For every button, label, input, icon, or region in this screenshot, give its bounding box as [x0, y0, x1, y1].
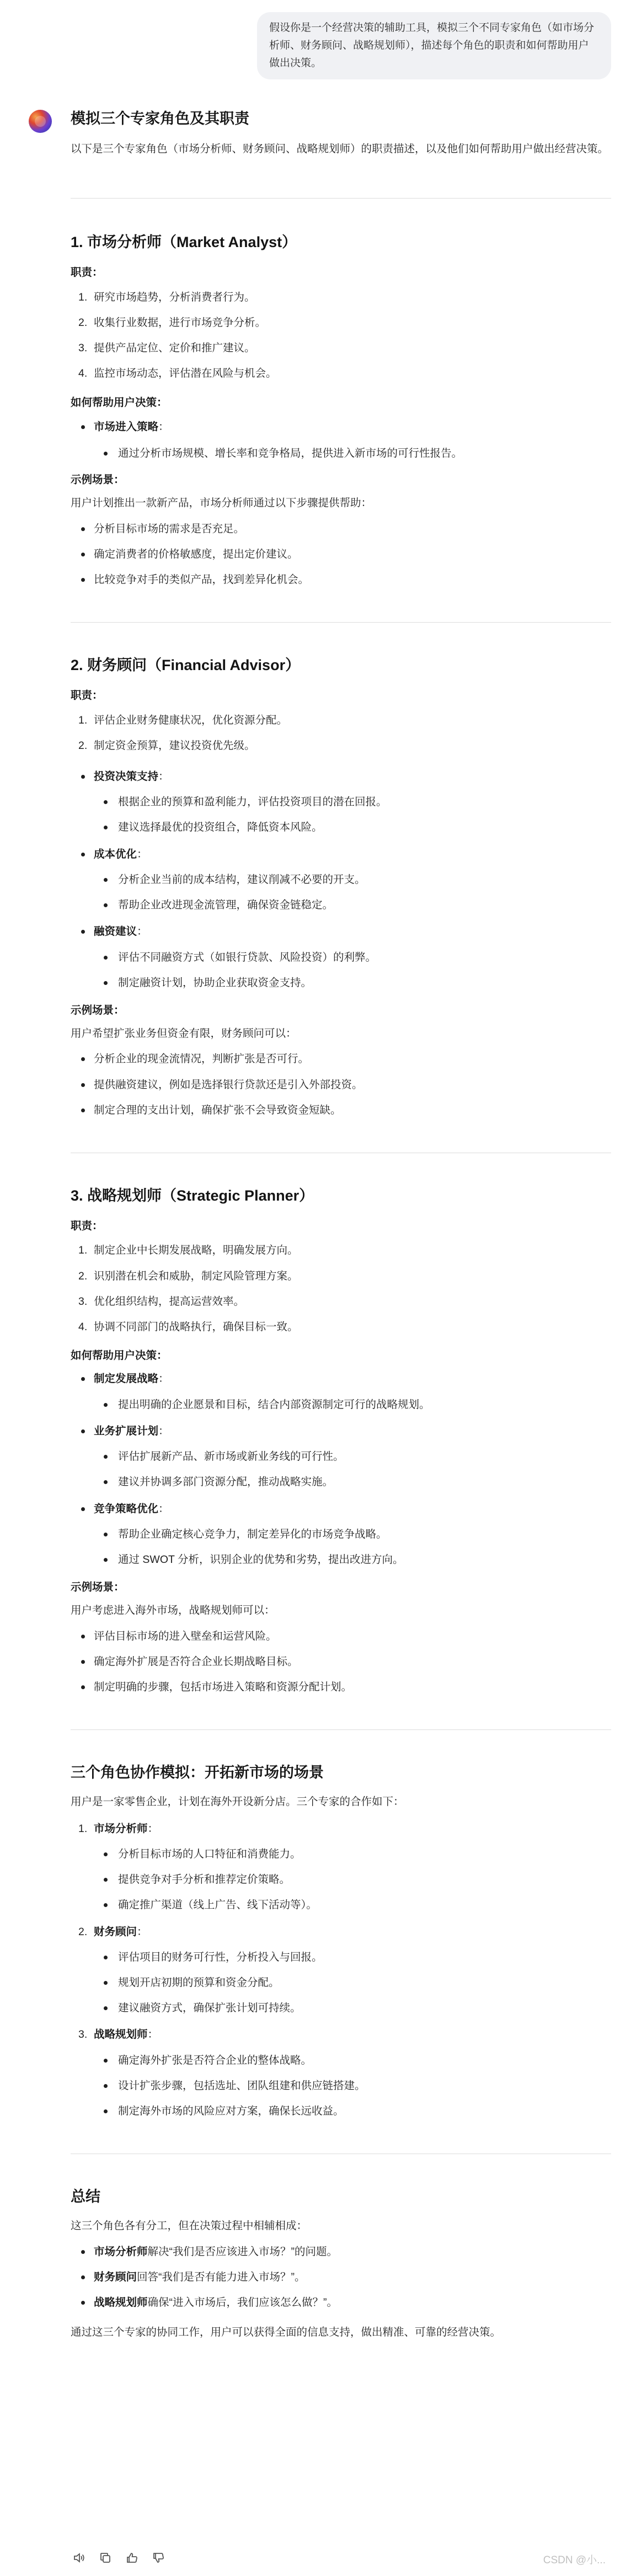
section-title: 2. 财务顾问（Financial Advisor） [71, 657, 301, 674]
list-item: 1. 制定企业中长期发展战略，明确发展方向。 [78, 1244, 298, 1257]
copy-icon[interactable] [98, 2551, 113, 2565]
list-item: 市场进入策略： 通过分析市场规模、增长率和竞争格局，提供进入新市场的可行性报告。 [71, 419, 611, 462]
list-item: 1. 研究市场趋势，分析消费者行为。 [78, 291, 255, 303]
list-item: 4. 协调不同部门的战略执行，确保目标一致。 [78, 1321, 298, 1333]
list-item: 3. 提供产品定位、定价和推广建议。 [78, 342, 255, 355]
list-item: 确定消费者的价格敏感度，提出定价建议。 [71, 546, 611, 563]
help-groups [71, 1370, 611, 1568]
list-item: 制定发展战略： 提出明确的企业愿景和目标，结合内部资源制定可行的战略规划。 [71, 1370, 611, 1412]
list-item: 成本优化： 分析企业当前的成本结构，建议削减不必要的开支。 帮助企业改进现金流管理，确保资金链稳定。 [71, 846, 611, 914]
sub-list [71, 1448, 611, 1490]
list-item: 竞争策略优化： 帮助企业确定核心竞争力，制定差异化的市场竞争战略。 通过 SWOT 分析，识别企业的优势和劣势，提出改进方向。 [71, 1501, 611, 1568]
summary-closing: 通过这三个专家的协同工作，用户可以获得全面的信息支持，做出精准、可靠的经营决策。 [71, 2326, 501, 2339]
reply-title: 模拟三个专家角色及其职责 [71, 110, 249, 127]
speaker-icon[interactable] [72, 2551, 86, 2565]
list-item: 3. 战略规划师： 确定海外扩张是否符合企业的整体战略。 设计扩张步骤，包括选址、团队组建和供应链搭建。 制定海外市场的风险应对方案，确保长远收益。 [71, 2026, 611, 2119]
list-item: 2. 制定资金预算，建议投资优先级。 [78, 739, 255, 752]
list-item: 评估扩展新产品、新市场或新业务线的可行性。 [71, 1448, 611, 1465]
list-item: 分析目标市场的需求是否充足。 [71, 521, 611, 537]
divider [71, 622, 611, 623]
user-message-bubble: 假设你是一个经营决策的辅助工具，模拟三个不同专家角色（如市场分析师、财务顾问、战略规划师），描述每个角色的职责和如何帮助用户做出决策。 [257, 12, 611, 79]
list-item: 确定推广渠道（线上广告、线下活动等）。 [71, 1897, 611, 1913]
section-title: 1. 市场分析师（Market Analyst） [71, 234, 297, 251]
assistant-reply [71, 109, 611, 2341]
scenario-intro: 用户希望扩张业务但资金有限，财务顾问可以： [71, 1027, 297, 1040]
list-item: 提出明确的企业愿景和目标，结合内部资源制定可行的战略规划。 [71, 1396, 611, 1413]
thumbs-down-icon[interactable] [151, 2551, 165, 2565]
message-actions [72, 2551, 165, 2565]
scenario-label: 示例场景： [71, 1004, 125, 1016]
assistant-avatar [29, 110, 52, 133]
scenario-intro: 用户计划推出一款新产品，市场分析师通过以下步骤提供帮助： [71, 497, 372, 510]
duties-label: 职责： [71, 689, 103, 702]
section-collaboration [71, 1763, 611, 2119]
list-item: 比较竞争对手的类似产品，找到差异化机会。 [71, 571, 611, 588]
divider [71, 1729, 611, 1730]
scenario-intro: 用户考虑进入海外市场，战略规划师可以： [71, 1604, 275, 1617]
list-item: 评估不同融资方式（如银行贷款、风险投资）的利弊。 [71, 949, 611, 966]
list-item: 建议选择最优的投资组合，降低资本风险。 [71, 819, 611, 836]
divider [71, 198, 611, 199]
section-summary [71, 2187, 611, 2341]
list-item: 制定明确的步骤，包括市场进入策略和资源分配计划。 [71, 1679, 611, 1695]
list-item: 3. 优化组织结构，提高运营效率。 [78, 1295, 245, 1308]
list-item: 分析企业的现金流情况，判断扩张是否可行。 [71, 1051, 611, 1067]
duties-label: 职责： [71, 1220, 103, 1233]
scenario-label: 示例场景： [71, 1581, 125, 1594]
section-title: 3. 战略规划师（Strategic Planner） [71, 1187, 314, 1204]
list-item: 建议融资方式，确保扩张计划可持续。 [71, 2000, 611, 2016]
list-item: 分析目标市场的人口特征和消费能力。 [71, 1846, 611, 1862]
list-item: 规划开店初期的预算和资金分配。 [71, 1974, 611, 1991]
list-item: 战略规划师确保“进入市场后，我们应该怎么做？”。 [71, 2294, 611, 2311]
list-item: 1. 评估企业财务健康状况，优化资源分配。 [78, 714, 288, 726]
list-item: 通过分析市场规模、增长率和竞争格局，提供进入新市场的可行性报告。 [71, 445, 611, 462]
watermark: CSDN @小... [543, 2554, 606, 2566]
list-item: 设计扩张步骤，包括选址、团队组建和供应链搭建。 [71, 2077, 611, 2094]
duties-list [71, 289, 611, 382]
help-label: 如何帮助用户决策： [71, 1349, 168, 1362]
list-item: 根据企业的预算和盈利能力，评估投资项目的潜在回报。 [71, 794, 611, 810]
sub-list [71, 2052, 611, 2120]
list-item: 1. 市场分析师： 分析目标市场的人口特征和消费能力。 提供竞争对手分析和推荐定价策略。 确定推广渠道（线上广告、线下活动等）。 [71, 1820, 611, 1914]
duties-list [71, 1242, 611, 1335]
list-item: 建议并协调多部门资源分配，推动战略实施。 [71, 1474, 611, 1490]
list-item: 2. 财务顾问： 评估项目的财务可行性，分析投入与回报。 规划开店初期的预算和资金分配。 建议融资方式，确保扩张计划可持续。 [71, 1924, 611, 2017]
scenario-label: 示例场景： [71, 474, 125, 486]
scenario-list [71, 521, 611, 588]
section-market-analyst [71, 233, 611, 588]
scenario-list [71, 1051, 611, 1118]
list-item: 确定海外扩张是否符合企业的整体战略。 [71, 2052, 611, 2069]
list-item: 帮助企业改进现金流管理，确保资金链稳定。 [71, 897, 611, 913]
list-item: 通过 SWOT 分析，识别企业的优势和劣势，提出改进方向。 [71, 1551, 611, 1568]
section-title: 三个角色协作模拟：开拓新市场的场景 [71, 1764, 324, 1781]
list-item: 制定融资计划，协助企业获取资金支持。 [71, 974, 611, 991]
list-item: 市场分析师解决“我们是否应该进入市场？”的问题。 [71, 2243, 611, 2260]
sub-list [71, 1396, 611, 1413]
help-groups [71, 768, 611, 991]
list-item: 业务扩展计划： 评估扩展新产品、新市场或新业务线的可行性。 建议并协调多部门资源分配，推动战略实施。 [71, 1423, 611, 1491]
list-item: 确定海外扩展是否符合企业长期战略目标。 [71, 1653, 611, 1670]
list-item: 帮助企业确定核心竞争力，制定差异化的市场竞争战略。 [71, 1526, 611, 1543]
summary-intro: 这三个角色各有分工，但在决策过程中相辅相成： [71, 2220, 308, 2232]
list-item: 4. 监控市场动态，评估潜在风险与机会。 [78, 367, 277, 380]
thumbs-up-icon[interactable] [125, 2551, 139, 2565]
section-strategic-planner [71, 1186, 611, 1695]
list-item: 评估项目的财务可行性，分析投入与回报。 [71, 1949, 611, 1966]
list-item: 2. 识别潜在机会和威胁，制定风险管理方案。 [78, 1270, 298, 1282]
list-item: 评估目标市场的进入壁垒和运营风险。 [71, 1628, 611, 1645]
sub-list [71, 1526, 611, 1568]
list-item: 制定合理的支出计划，确保扩张不会导致资金短缺。 [71, 1102, 611, 1118]
reply-intro: 以下是三个专家角色（市场分析师、财务顾问、战略规划师）的职责描述，以及他们如何帮助用户做出经营决策。 [71, 143, 609, 156]
collab-intro: 用户是一家零售企业，计划在海外开设新分店。三个专家的合作如下： [71, 1796, 404, 1808]
sub-list [71, 1949, 611, 2017]
duties-label: 职责： [71, 266, 103, 279]
collab-roles [71, 1820, 611, 2120]
scenario-list [71, 1628, 611, 1696]
list-item: 融资建议： 评估不同融资方式（如银行贷款、风险投资）的利弊。 制定融资计划，协助企业获取资金支持。 [71, 923, 611, 991]
list-item: 分析企业当前的成本结构，建议削减不必要的开支。 [71, 871, 611, 888]
help-label: 如何帮助用户决策： [71, 396, 168, 409]
help-list [71, 419, 611, 462]
list-item: 投资决策支持： 根据企业的预算和盈利能力，评估投资项目的潜在回报。 建议选择最优的投资组合，降低资本风险。 [71, 768, 611, 836]
section-title: 总结 [71, 2188, 100, 2205]
sub-list [71, 445, 611, 462]
list-item: 提供融资建议，例如是选择银行贷款还是引入外部投资。 [71, 1077, 611, 1093]
summary-list [71, 2243, 611, 2311]
sub-list [71, 1846, 611, 1914]
sub-list [71, 949, 611, 991]
sub-list [71, 794, 611, 836]
duties-list [71, 712, 611, 754]
sub-list [71, 871, 611, 913]
section-financial-advisor [71, 656, 611, 1118]
list-item: 提供竞争对手分析和推荐定价策略。 [71, 1871, 611, 1888]
list-item: 财务顾问回答“我们是否有能力进入市场？”。 [71, 2269, 611, 2285]
list-item: 制定海外市场的风险应对方案，确保长远收益。 [71, 2103, 611, 2119]
list-item: 2. 收集行业数据，进行市场竞争分析。 [78, 316, 266, 329]
